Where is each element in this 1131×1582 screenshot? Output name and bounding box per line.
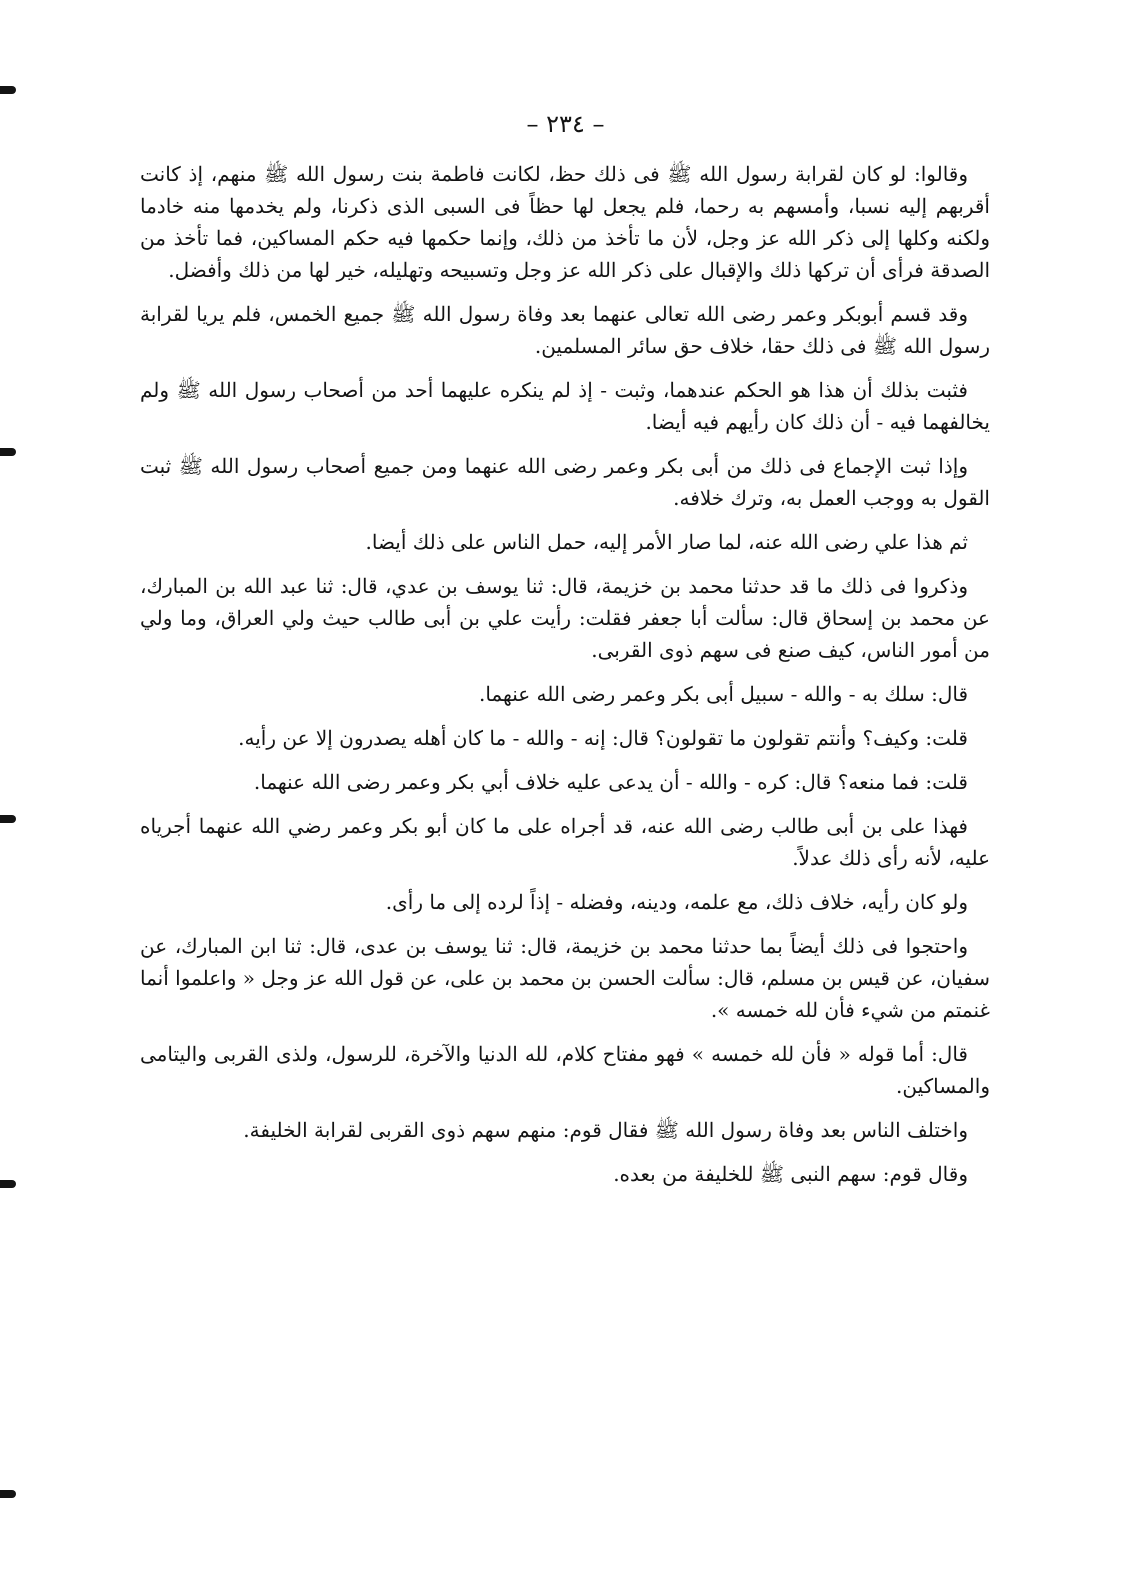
paragraph-4: وإذا ثبت الإجماع فى ذلك من أبى بكر وعمر رضى الله عنهما ومن جميع أصحاب رسول الله ﷺ ثبت القول به ووجب العمل به، وترك خلافه. [140, 454, 990, 510]
margin-mark-5 [0, 1490, 16, 1498]
paragraph-8: قلت: وكيف؟ وأنتم تقولون ما تقولون؟ قال: إنه - والله - ما كان أهله يصدرون إلا عن رأيه. [238, 726, 968, 750]
paragraph-10: فهذا على بن أبى طالب رضى الله عنه، قد أجراه على ما كان أبو بكر وعمر رضي الله عنهما أجرياه عليه، لأنه رأى ذلك عدلاً. [140, 814, 990, 870]
text-body [140, 158, 990, 1202]
paragraph-15: وقال قوم: سهم النبى ﷺ للخليفة من بعده. [613, 1162, 968, 1186]
paragraph-14: واختلف الناس بعد وفاة رسول الله ﷺ فقال قوم: منهم سهم ذوى القربى لقرابة الخليفة. [243, 1118, 968, 1142]
paragraph-5: ثم هذا علي رضى الله عنه، لما صار الأمر إليه، حمل الناس على ذلك أيضا. [365, 530, 968, 554]
paragraph-11: ولو كان رأيه، خلاف ذلك، مع علمه، ودينه، وفضله - إذاً لرده إلى ما رأى. [385, 890, 968, 914]
margin-mark-4 [0, 1180, 16, 1188]
margin-mark-1 [0, 86, 16, 94]
paragraph-7: قال: سلك به - والله - سبيل أبى بكر وعمر رضى الله عنهما. [478, 682, 968, 706]
paragraph-1: وقالوا: لو كان لقرابة رسول الله ﷺ فى ذلك حظ، لكانت فاطمة بنت رسول الله ﷺ منهم، إذ كانت أقربهم إليه نسبا، وأمسهم به رحما، فلم يجعل لها حظاً فى السبى الذى ذكرنا، ولم يخدمها منه خادما ولكنه وكلها إلى ذكر الله عز وجل، لأن ما تأخذ من ذلك، وإنما حكمها فيه حكم المساكين، فما تأخذ من الصدقة فرأى أن تركها ذلك والإقبال على ذكر الله عز وجل وتسبيحه وتهليله، خير لها من ذلك وأفضل. [140, 162, 990, 282]
paragraph-2: وقد قسم أبوبكر وعمر رضى الله تعالى عنهما بعد وفاة رسول الله ﷺ جميع الخمس، فلم يريا لقرابة رسول الله ﷺ فى ذلك حقا، خلاف حق سائر المسلمين. [140, 302, 990, 358]
paragraph-3: فثبت بذلك أن هذا هو الحكم عندهما، وثبت - إذ لم ينكره عليهما أحد من أصحاب رسول الله ﷺ ولم يخالفهما فيه - أن ذلك كان رأيهم فيه أيضا. [140, 378, 990, 434]
margin-mark-3 [0, 815, 16, 823]
margin-mark-2 [0, 448, 16, 456]
page-number: – ٢٣٤ – [526, 110, 605, 138]
paragraph-9: قلت: فما منعه؟ قال: كره - والله - أن يدعى عليه خلاف أبي بكر وعمر رضى الله عنهما. [253, 770, 968, 794]
paragraph-12: واحتجوا فى ذلك أيضاً بما حدثنا محمد بن خزيمة، قال: ثنا يوسف بن عدى، قال: ثنا ابن المبارك، عن سفيان، عن قيس بن مسلم، قال: سألت الحسن بن محمد بن على، عن قول الله عز وجل « واعلموا أنما غنمتم من شيء فأن لله خمسه ». [140, 934, 990, 1022]
paragraph-13: قال: أما قوله « فأن لله خمسه » فهو مفتاح كلام، لله الدنيا والآخرة، للرسول، ولذى القربى واليتامى والمساكين. [140, 1042, 990, 1098]
paragraph-6: وذكروا فى ذلك ما قد حدثنا محمد بن خزيمة، قال: ثنا يوسف بن عدي، قال: ثنا عبد الله بن المبارك، عن محمد بن إسحاق قال: سألت أبا جعفر فقلت: رأيت علي بن أبى طالب حيث ولي العراق، وما ولي من أمور الناس، كيف صنع فى سهم ذوى القربى. [140, 574, 990, 662]
